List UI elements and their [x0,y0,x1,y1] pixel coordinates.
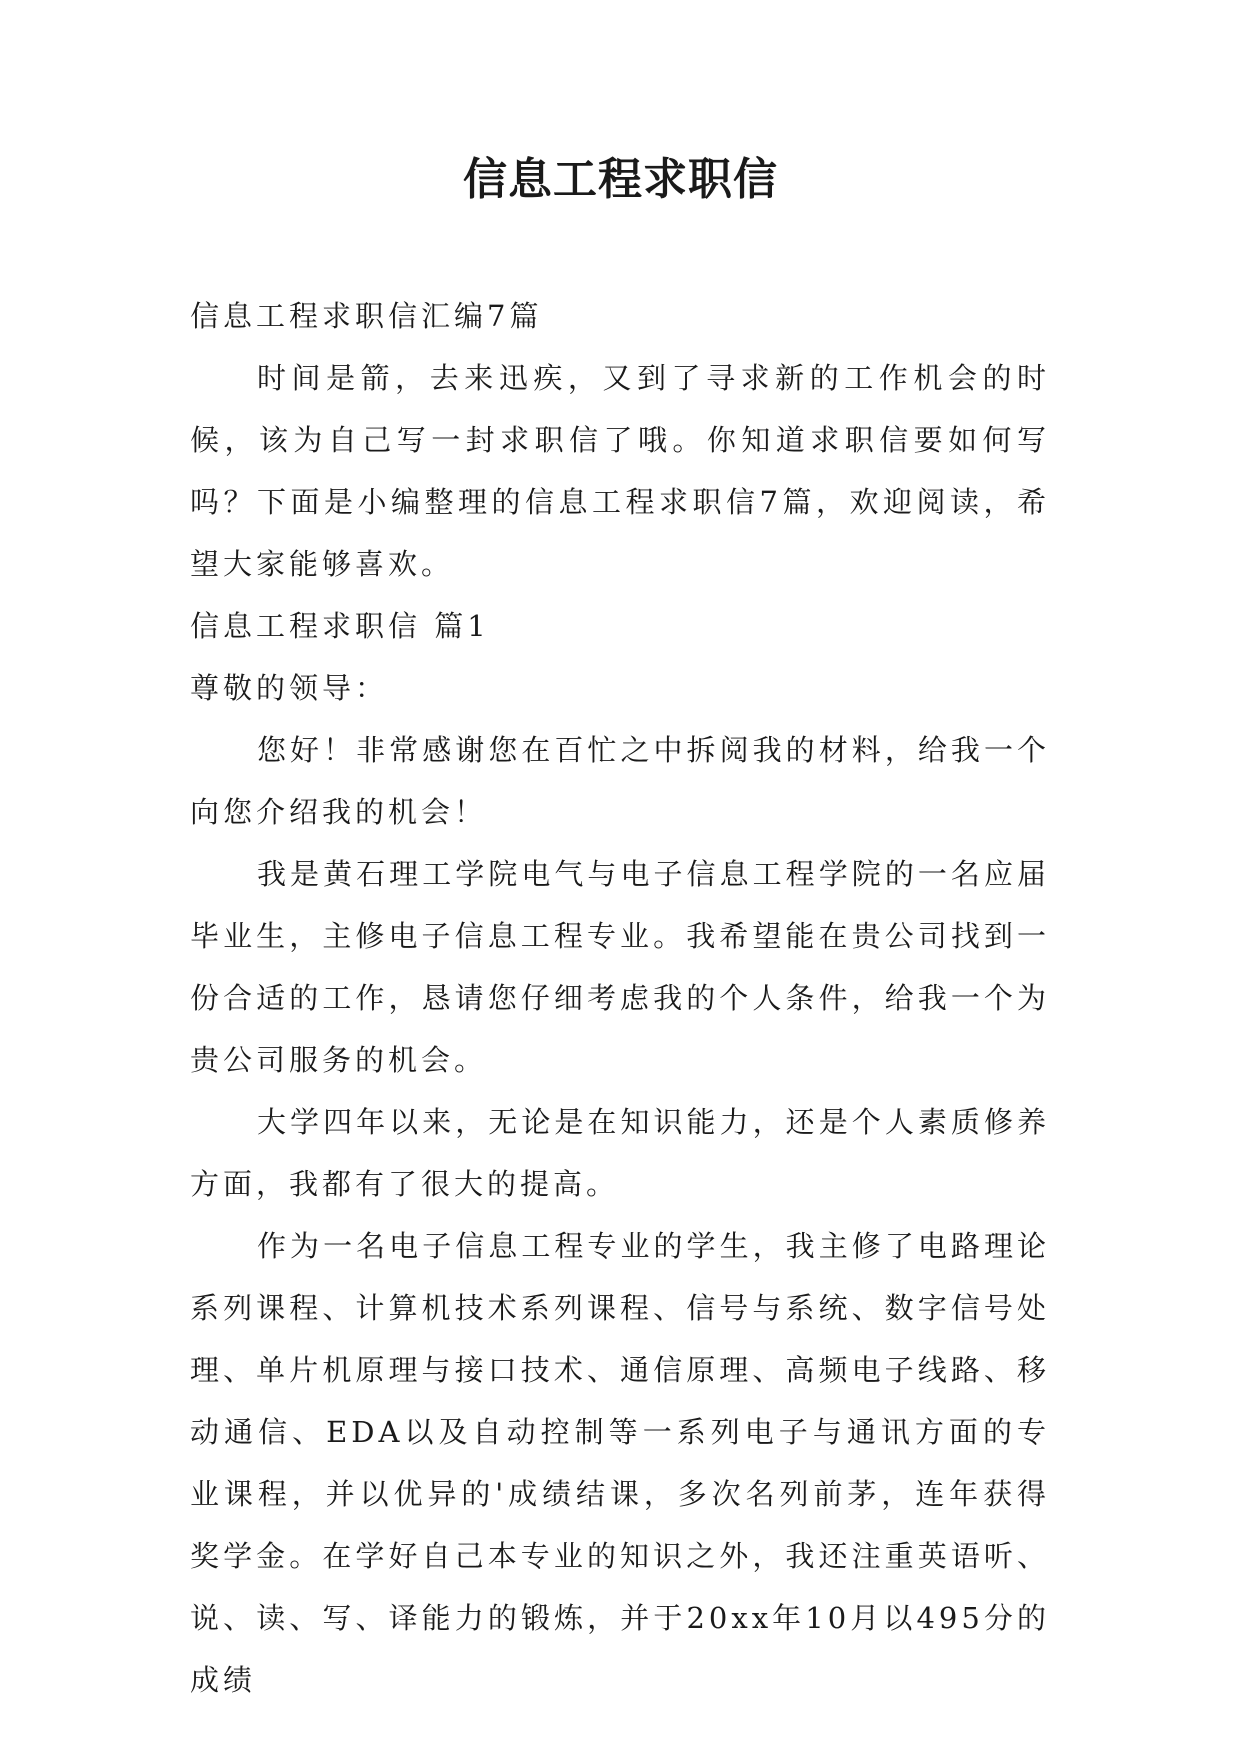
body-paragraph: 我是黄石理工学院电气与电子信息工程学院的一名应届毕业生，主修电子信息工程专业。我希望能在贵公司找到一份合适的工作，恳请您仔细考虑我的个人条件，给我一个为贵公司服务的机会。 [190,857,1050,1077]
intro-paragraph: 时间是箭，去来迅疾，又到了寻求新的工作机会的时候，该为自己写一封求职信了哦。你知道求职信要如何写吗？下面是小编整理的信息工程求职信7篇，欢迎阅读，希望大家能够喜欢。 [190,361,1050,581]
document-subtitle: 信息工程求职信汇编7篇 [190,299,543,333]
salutation: 尊敬的领导： [190,671,389,705]
body-paragraph: 您好！非常感谢您在百忙之中拆阅我的材料，给我一个向您介绍我的机会！ [190,733,1050,829]
body-paragraph: 作为一名电子信息工程专业的学生，我主修了电路理论系列课程、计算机技术系列课程、信号与系统、数字信号处理、单片机原理与接口技术、通信原理、高频电子线路、移动通信、EDA以及自动控制等一系列电子与通讯方面的专业课程，并以优异的'成绩结课，多次名列前茅，连年获得奖学金。在学好自己本专业的知识之外，我还注重英语听、说、读、写、译能力的锻炼，并于20xx年10月以495分的成绩 [190,1229,1050,1697]
body-paragraph: 大学四年以来，无论是在知识能力，还是个人素质修养方面，我都有了很大的提高。 [190,1105,1050,1201]
section-heading: 信息工程求职信 篇1 [190,609,490,643]
document-title: 信息工程求职信 [463,154,778,205]
document-body [190,285,1050,1711]
